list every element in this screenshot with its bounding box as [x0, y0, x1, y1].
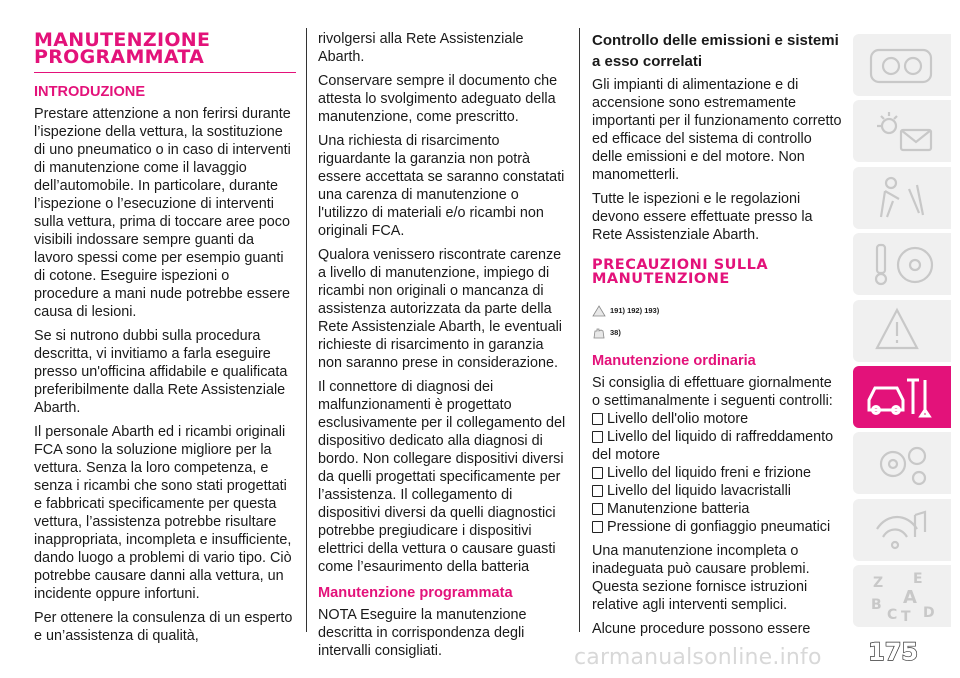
paragraph: Una richiesta di risarcimento riguardante la garanzia non potrà essere accettata se saranno constatati una carenza di manutenzione o l'utilizzo di materiali e/o ricambi non originali FCA. — [318, 133, 565, 239]
scheduled-maintenance-heading: Manutenzione programmata — [318, 585, 513, 601]
tab-safety[interactable] — [853, 167, 951, 229]
column-3 — [592, 30, 842, 644]
list-item: Pressione di gonfiaggio pneumatici — [592, 518, 842, 536]
watermark: carmanualsonline.info — [574, 645, 822, 670]
car-maintenance-icon — [863, 370, 941, 424]
checkbox-icon — [592, 521, 603, 533]
tab-technical-data[interactable] — [853, 432, 951, 494]
chapter-nav-sidebar — [853, 34, 951, 632]
svg-text:D: D — [923, 605, 935, 622]
index-icon — [863, 569, 941, 623]
paragraph: Il personale Abarth ed i ricambi originali FCA sono la soluzione migliore per la vettura. Senza la loro competenza, e senza i ricambi che sono stati progettati e fabbricati specificamente per questa vettura, l’assistenza potrebbe risultare inappropriata, incompleta e insufficiente, dando luogo a problemi di vario tipo. Ciò potrebbe causare danni alla vettura, un incidente oppure infortuni. — [34, 424, 292, 602]
caution-hand-icon — [592, 327, 606, 339]
paragraph: Una manutenzione incompleta o inadeguata può causare problemi. Questa sezione fornisce istruzioni relative agli interventi semplici. — [592, 543, 810, 613]
key-steering-wheel-icon — [863, 237, 941, 291]
column-2 — [318, 30, 570, 666]
paragraph: Qualora venissero riscontrate carenze a livello di manutenzione, impiego di ricambi non originali o mancanza di assistenza autorizzata da parte della Rete Assistenziale Abarth, le eventuali richieste di risarcimento in garanzia non saranno prese in considerazione. — [318, 247, 562, 371]
paragraph: Il connettore di diagnosi dei malfunzionamenti è progettato esclusivamente per il collegamento del dispositivo dedicato alla diagnosi di bordo. Non collegare dispositivi diversi da quelli progettati specificamente per l’assistenza. Il collegamento di dispositivi diversi da quelli diagnostici potrebbe pregiudicare i dispositivi elettrici della vettura o causare guasti come l’esaurimento della batteria — [318, 379, 566, 575]
column-divider — [306, 28, 307, 632]
note-paragraph: NOTA Eseguire la manutenzione descritta in corrispondenza degli intervalli consigliati. — [318, 607, 527, 659]
svg-text:T: T — [901, 609, 911, 624]
tab-maintenance[interactable] — [853, 366, 951, 428]
checkbox-icon — [592, 485, 603, 497]
tab-emergency[interactable] — [853, 300, 951, 362]
svg-text:E: E — [913, 571, 923, 588]
checkbox-icon — [592, 467, 603, 479]
technical-data-icon — [863, 436, 941, 490]
warning-lights-icon — [863, 104, 941, 158]
emissions-heading: Controllo delle emissioni e sistemi a esso correlati — [592, 32, 839, 70]
svg-text:B: B — [871, 597, 882, 614]
paragraph: Prestare attenzione a non ferirsi durante l’ispezione della vettura, la sostituzione di uno pneumatico o in caso di interventi di manutenzione come il lavaggio dell’automobile. In particolare, durante l’ispezione o l’esecuzione di interventi sulla vettura, prima di toccare aree poco visibili indossare sempre guanti da lavoro spessi come per esempio guanti di cotone. Eseguire ispezioni o procedure a mani nude potrebbe essere causa di lesioni. — [34, 106, 291, 320]
precautions-title: PRECAUZIONI SULLA MANUTENZIONE — [592, 257, 769, 287]
multimedia-icon — [863, 503, 941, 557]
ordinary-maintenance-heading: Manutenzione ordinaria — [592, 353, 756, 369]
tab-starting-driving[interactable] — [853, 233, 951, 295]
checkbox-icon — [592, 503, 603, 515]
tab-multimedia[interactable] — [853, 499, 951, 561]
paragraph: rivolgersi alla Rete Assistenziale Abarth. — [318, 31, 524, 65]
caution-refs: 38) — [610, 328, 621, 337]
list-item: Livello del liquido freni e frizione — [592, 464, 842, 482]
caution-reference — [592, 322, 842, 344]
paragraph: Gli impianti di alimentazione e di accensione sono estremamente importanti per il funzionamento corretto ed efficace del sistema di controllo delle emissioni e del motore. Non manometterli. — [592, 77, 842, 183]
warning-refs: 191) 192) 193) — [610, 306, 660, 315]
checkbox-icon — [592, 431, 603, 443]
column-divider — [579, 28, 580, 632]
checkbox-icon — [592, 413, 603, 425]
list-item: Manutenzione batteria — [592, 500, 842, 518]
warning-triangle-icon — [592, 305, 606, 317]
chapter-title: MANUTENZIONE PROGRAMMATA — [34, 32, 296, 73]
paragraph: Conservare sempre il documento che attesta lo svolgimento adeguato della manutenzione, come prescritto. — [318, 73, 558, 125]
checklist — [592, 410, 842, 536]
paragraph: Alcune procedure possono essere — [592, 621, 811, 637]
paragraph: Se si nutrono dubbi sulla procedura descritta, vi invitiamo a farla eseguire presso un'officina affidabile e qualificata preferibilmente dalla Rete Assistenziale Abarth. — [34, 328, 288, 416]
list-item: Livello dell'olio motore — [592, 410, 842, 428]
paragraph: Per ottenere la consulenza di un esperto e un’assistenza di qualità, — [34, 610, 293, 644]
intro-heading: INTRODUZIONE — [34, 84, 146, 100]
dashboard-icon — [863, 38, 941, 92]
svg-text:A: A — [903, 587, 917, 609]
tab-warning-lights[interactable] — [853, 100, 951, 162]
tab-index[interactable] — [853, 565, 951, 627]
svg-text:C: C — [887, 607, 898, 624]
column-1 — [34, 30, 296, 651]
list-item: Livello del liquido lavacristalli — [592, 482, 842, 500]
paragraph: Tutte le ispezioni e le regolazioni devono essere effettuate presso la Rete Assistenziale Abarth. — [592, 191, 813, 243]
svg-text:Z: Z — [873, 575, 884, 592]
tab-dashboard[interactable] — [853, 34, 951, 96]
page-number: 175 — [868, 638, 919, 666]
safety-seatbelt-icon — [863, 171, 941, 225]
road-warning-icon — [863, 304, 941, 358]
warning-reference — [592, 300, 842, 322]
list-item: Livello del liquido di raffreddamento del motore — [592, 429, 834, 463]
paragraph: Si consiglia di effettuare giornalmente o settimanalmente i seguenti controlli: — [592, 375, 833, 409]
